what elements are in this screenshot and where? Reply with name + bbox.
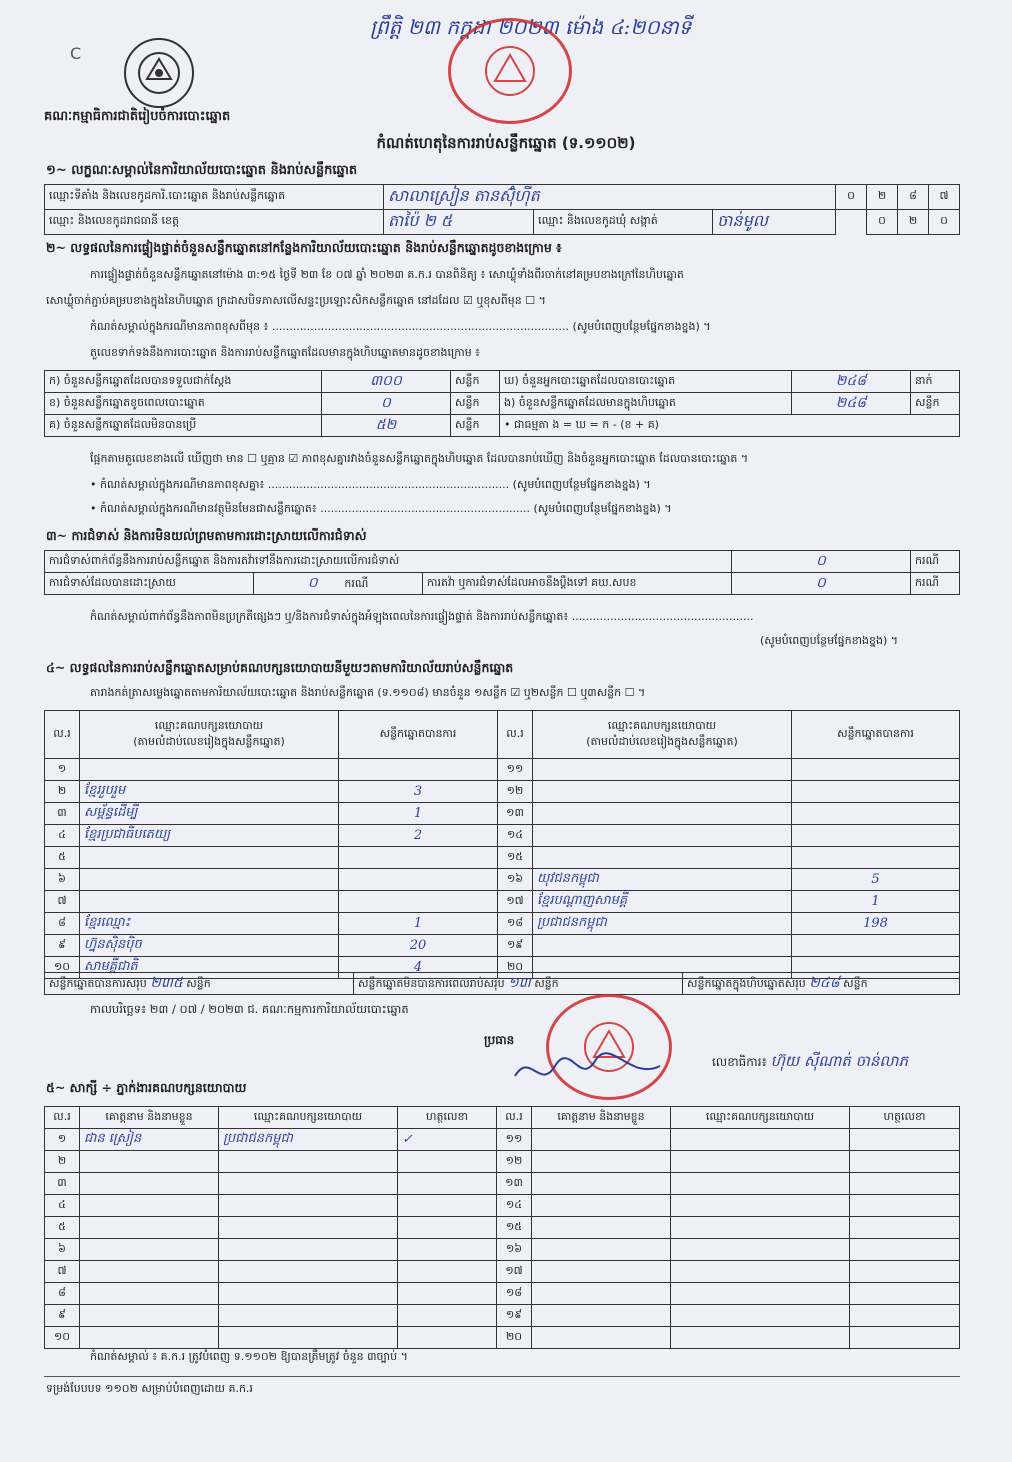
w-col-name-left: គោត្តនាម និងនាមខ្លួន (80, 1107, 219, 1129)
party-row-no: ១៧ (498, 891, 533, 913)
party-row (45, 825, 960, 847)
witness-signature (398, 1217, 497, 1239)
witness-row-no: ១៣ (497, 1173, 532, 1195)
emblem-icon (124, 38, 194, 108)
party-name: សម្ព័ន្ធដើម្បី (80, 803, 339, 825)
witness-row (45, 1217, 960, 1239)
commune-code-3: ០ (929, 210, 960, 235)
party-votes (792, 935, 960, 957)
witness-party (671, 1173, 850, 1195)
figure-label-c: គ) ចំនួនសន្លឹកឆ្នោតដែលមិនបានប្រើ (45, 415, 322, 437)
form-footer: ទម្រង់បែបបទ ១១០២ សម្រាប់បំពេញដោយ គ.ក.រ (46, 1382, 253, 1395)
party-name: សាមគ្គីជាតិ (80, 957, 339, 979)
section1-title: ១~ លក្ខណៈសម្គាល់នៃការិយាល័យបោះឆ្នោត និងរាប់សន្លឹកឆ្នោត (46, 163, 358, 178)
witness-row-no: ១០ (45, 1327, 80, 1349)
party-results-table (44, 710, 960, 979)
w-col-no-left: ល.រ (45, 1107, 80, 1129)
witness-name (80, 1305, 219, 1327)
w-col-sign-right: ហត្ថលេខា (850, 1107, 960, 1129)
foreign-object-note: • កំណត់សម្គាល់ក្នុងករណីមានវត្ថុមិនមែនជាសន្លឹកឆ្នោត៖ ............................................................ (សូមបំពេញបន្ថែមផ្នែកខាងខ្នង) ។ (90, 502, 672, 515)
witness-row-no: ១៩ (497, 1305, 532, 1327)
discrepancy-note: • កំណត់សម្គាល់ក្នុងករណីមានភាពខុសគ្នា៖ ..................................................................... (សូមបំពេញបន្ថែមផ្នែកខាងខ្នង) ។ (90, 478, 651, 491)
party-name: ហ្វ៊ុនស៊ិនប៉ិច (80, 935, 339, 957)
witness-signature (850, 1217, 960, 1239)
witness-name (532, 1151, 671, 1173)
witness-row-no: ៨ (45, 1283, 80, 1305)
party-votes (339, 759, 498, 781)
party-row-no: ៣ (45, 803, 80, 825)
witness-signature (850, 1173, 960, 1195)
witness-row (45, 1195, 960, 1217)
witness-table (44, 1106, 960, 1349)
witness-signature (398, 1261, 497, 1283)
figure-unit-c: សន្លឹក (451, 415, 500, 437)
corner-letter: C (70, 44, 82, 63)
party-row-no: ៨ (45, 913, 80, 935)
verification-paragraph-1: ការផ្ទៀងផ្ទាត់ចំនួនសន្លឹកឆ្នោតនៅម៉ោង ៣:១៥ ថ្ងៃទី ២៣ ខែ ០៧ ឆ្នាំ ២០២៣ គ.ក.រ បានពិនិត្យ ៖ សោឃ្លុំទាំងពីរចាក់នៅគម្របខាងក្រៅនៃហិបឆ្នោត (90, 268, 684, 281)
witness-row (45, 1305, 960, 1327)
witness-signature (850, 1195, 960, 1217)
location-code-4: ៧ (929, 185, 960, 210)
location-code-3: ៨ (898, 185, 929, 210)
party-name (80, 759, 339, 781)
witness-name (532, 1129, 671, 1151)
party-name (80, 847, 339, 869)
witness-signature (850, 1129, 960, 1151)
figure-value-d: ២៤៨ (792, 371, 911, 393)
witness-signature (398, 1239, 497, 1261)
party-name: ខ្មែរឈ្មោះ (80, 913, 339, 935)
party-votes (792, 781, 960, 803)
col-no-left: ល.រ (45, 711, 80, 759)
witness-row-no: ១៦ (497, 1239, 532, 1261)
witness-name (80, 1173, 219, 1195)
col-no-right: ល.រ (498, 711, 533, 759)
commune-code-2: ២ (898, 210, 929, 235)
party-name: យុវជនកម្ពុជា (533, 869, 792, 891)
party-row-no: ១៦ (498, 869, 533, 891)
secretary-block: លេខាធិការ៖ ហ៊ុយ ស៊ីណាត់ ចាន់លាភ (712, 1052, 908, 1070)
party-name: ប្រជាជនកម្ពុជា (533, 913, 792, 935)
province-value: តាប៉ៃ ២ ៥ (384, 210, 534, 235)
party-name (533, 803, 792, 825)
witness-name (80, 1195, 219, 1217)
party-votes: 3 (339, 781, 498, 803)
party-name (533, 935, 792, 957)
witness-row-no: ១៨ (497, 1283, 532, 1305)
w-col-party-left: ឈ្មោះគណបក្សនយោបាយ (219, 1107, 398, 1129)
party-row (45, 759, 960, 781)
witness-row (45, 1239, 960, 1261)
party-row-no: ៦ (45, 869, 80, 891)
witness-party (671, 1327, 850, 1349)
figure-unit-d: នាក់ (911, 371, 960, 393)
section2-title: ២~ លទ្ធផលនៃការផ្ទៀងផ្ទាត់ចំនួនសន្លឹកឆ្នោតនៅកន្លែងការិយាល័យបោះឆ្នោត និងរាប់សន្លឹកឆ្នោតដូចខាងក្រោម ៖ (46, 240, 562, 255)
party-votes: 4 (339, 957, 498, 979)
witness-row (45, 1129, 960, 1151)
witness-signature: ✓ (398, 1129, 497, 1151)
party-row (45, 935, 960, 957)
witness-name (532, 1173, 671, 1195)
party-votes (339, 891, 498, 913)
witness-row (45, 1283, 960, 1305)
witness-signature (398, 1151, 497, 1173)
witness-party (219, 1217, 398, 1239)
complaint-value-1: ០ (732, 551, 911, 573)
party-row-no: ២០ (498, 957, 533, 979)
complaint-unit-3: ករណី (911, 573, 960, 595)
total-valid: សន្លឹកឆ្នោតបានការសរុប ២៣៥ សន្លឹក (45, 973, 354, 995)
tally-sheet-intro: តារាងកត់ត្រាសម្លេងឆ្នោតតាមការិយាល័យបោះឆ្នោត និងរាប់សន្លឹកឆ្នោត (ទ.១១០៨) មានចំនួន ១សន្លឹក ☑ ឬ២សន្លឹក ☐ ឬ៣សន្លឹក ☐ ។ (90, 686, 646, 699)
province-label: ឈ្មោះ និងលេខកូដរាជធានី ខេត្ត (45, 210, 384, 235)
party-row-no: ៧ (45, 891, 80, 913)
col-party-left: ឈ្មោះគណបក្សនយោបាយ (តាមលំដាប់លេខរៀងក្នុងសន្លឹកឆ្នោត) (80, 711, 339, 759)
figure-label-e: ង) ចំនួនសន្លឹកឆ្នោតដែលមានក្នុងហិបឆ្នោត (500, 393, 792, 415)
total-in-box: សន្លឹកឆ្នោតក្នុងហិបឆ្នោតសរុប ២៤៨ សន្លឹក (683, 973, 960, 995)
party-name (533, 781, 792, 803)
witness-row-no: ១២ (497, 1151, 532, 1173)
official-stamp-top (448, 18, 572, 124)
party-name (80, 891, 339, 913)
party-row-no: ១ (45, 759, 80, 781)
witness-name (80, 1151, 219, 1173)
date-line: កាលបរិច្ឆេទ៖ ២៣ / ០៧ / ២០២៣ ជ. គណៈកម្មការការិយាល័យបោះឆ្នោត (90, 1002, 409, 1016)
complaint-value-2: ០ ករណី (254, 573, 423, 595)
party-row-no: ៩ (45, 935, 80, 957)
complaints-table (44, 550, 960, 595)
figure-unit-e: សន្លឹក (911, 393, 960, 415)
witness-signature (850, 1261, 960, 1283)
witness-party (219, 1195, 398, 1217)
witness-name (532, 1283, 671, 1305)
witness-signature (398, 1305, 497, 1327)
party-votes: 5 (792, 869, 960, 891)
form-title: កំណត់ហេតុនៃការរាប់សន្លឹកឆ្នោត (ទ.១១០២) (376, 134, 636, 152)
witness-signature (398, 1173, 497, 1195)
party-votes (792, 803, 960, 825)
witness-row-no: ៩ (45, 1305, 80, 1327)
witness-name (80, 1217, 219, 1239)
witness-name (532, 1261, 671, 1283)
party-name: ខ្មែររួបរួម (80, 781, 339, 803)
w-col-sign-left: ហត្ថលេខា (398, 1107, 497, 1129)
commune-label: ឈ្មោះ និងលេខកូដឃុំ សង្កាត់ (534, 210, 713, 235)
col-party-right: ឈ្មោះគណបក្សនយោបាយ (តាមលំដាប់លេខរៀងក្នុងសន្លឹកឆ្នោត) (533, 711, 792, 759)
party-votes (792, 825, 960, 847)
witness-signature (850, 1327, 960, 1349)
party-name: ខ្មែរប្រជាធិបតេយ្យ (80, 825, 339, 847)
party-votes: 1 (792, 891, 960, 913)
figure-value-e: ២៤៨ (792, 393, 911, 415)
totals-table (44, 972, 960, 995)
section3-title: ៣~ ការជំទាស់ និងការមិនយល់ព្រមតាមការដោះស្រាយលើការជំទាស់ (46, 528, 367, 543)
party-row-no: ១៨ (498, 913, 533, 935)
witness-row-no: ១៥ (497, 1217, 532, 1239)
witness-name (80, 1239, 219, 1261)
witness-party (671, 1283, 850, 1305)
irregularity-note: កំណត់សម្គាល់ពាក់ព័ន្ធនឹងភាពមិនប្រក្រតីផ្សេងៗ ឬ/និងការជំទាស់ក្នុងអំឡុងពេលនៃការផ្ទៀងផ្ទាត់ និងការរាប់សន្លឹកឆ្នោត៖ .................................................... (90, 610, 754, 623)
witness-row-no: ២០ (497, 1327, 532, 1349)
party-row-no: ១០ (45, 957, 80, 979)
witness-row (45, 1261, 960, 1283)
witness-row-no: ៥ (45, 1217, 80, 1239)
commune-code-1: ០ (867, 210, 898, 235)
party-name: ខ្មែរបណ្តាញសាមគ្គី (533, 891, 792, 913)
witness-row-no: ៦ (45, 1239, 80, 1261)
party-votes (339, 869, 498, 891)
witness-row-no: ២ (45, 1151, 80, 1173)
total-invalid: សន្លឹកឆ្នោតមិនបានការពេលរាប់សរុប ១៣ សន្លឹក (354, 973, 683, 995)
witness-party (219, 1261, 398, 1283)
discrepancy-paragraph: ផ្អែកតាមតួលេខខាងលើ ឃើញថា មាន ☐ ឬគ្មាន ☑ ភាពខុសគ្នារវាងចំនួនសន្លឹកឆ្នោតក្នុងហិបឆ្នោត ដែលបានរាប់ឃើញ និងចំនួនអ្នកបោះឆ្នោត ដែលបានបោះឆ្នោត ។ (90, 452, 749, 465)
witness-row (45, 1327, 960, 1349)
figure-label-a: ក) ចំនួនសន្លឹកឆ្នោតដែលបានទទួលជាក់ស្តែង (45, 371, 322, 393)
witness-party (671, 1151, 850, 1173)
location-code-1: ០ (836, 185, 867, 210)
ballot-figures-table (44, 370, 960, 437)
witness-row-no: ៤ (45, 1195, 80, 1217)
location-value: សាលាស្រៀន តានស៊ុំហ៊ីត (384, 185, 836, 210)
chair-label: ប្រធាន (484, 1033, 515, 1047)
party-row-no: ១២ (498, 781, 533, 803)
difference-note: កំណត់សម្គាល់ក្នុងករណីមានភាពខុសពីមុន ៖ ..................................................................................... (សូមបំពេញបន្ថែមផ្នែកខាងខ្នង) ។ (90, 320, 711, 333)
witness-signature (850, 1283, 960, 1305)
witness-name (532, 1239, 671, 1261)
handwritten-receipt-note: ព្រឹត្តិ ២៣ កក្កដា ២០២៣ ម៉ោង ៤:២០នាទី (370, 15, 692, 39)
witness-party (671, 1195, 850, 1217)
witness-name (80, 1261, 219, 1283)
witness-party: ប្រជាជនកម្ពុជា (219, 1129, 398, 1151)
location-code-2: ២ (867, 185, 898, 210)
witness-party (219, 1239, 398, 1261)
party-row (45, 891, 960, 913)
witness-row-no: ១៧ (497, 1261, 532, 1283)
witness-signature (850, 1305, 960, 1327)
witness-party (671, 1261, 850, 1283)
party-row (45, 847, 960, 869)
location-label: ឈ្មោះទីតាំង និងលេខកូដការិ.បោះឆ្នោត និងរាប់សន្លឹកឆ្នោត (45, 185, 384, 210)
section5-title: ៥~ សាក្សី ÷ ភ្នាក់ងារគណបក្សនយោបាយ (46, 1080, 247, 1095)
witness-row (45, 1173, 960, 1195)
witness-row-no: ១ (45, 1129, 80, 1151)
commune-value: ចាន់មូល (713, 210, 836, 235)
party-votes: 198 (792, 913, 960, 935)
witness-row-no: ១១ (497, 1129, 532, 1151)
witness-signature (398, 1327, 497, 1349)
figure-label-b: ខ) ចំនួនសន្លឹកឆ្នោតខូចពេលបោះឆ្នោត (45, 393, 322, 415)
witness-note: កំណត់សម្គាល់ ៖ គ.ក.រ ត្រូវបំពេញ ទ.១១០២ ឱ្យបានត្រឹមត្រូវ ចំនួន ៣ច្បាប់ ។ (90, 1350, 408, 1363)
section4-title: ៤~ លទ្ធផលនៃការរាប់សន្លឹកឆ្នោតសម្រាប់គណបក្សនយោបាយនីមួយៗតាមការិយាល័យរាប់សន្លឹកឆ្នោត (46, 660, 514, 675)
party-votes: 1 (339, 803, 498, 825)
complaint-unit-1: ករណី (911, 551, 960, 573)
party-name (533, 847, 792, 869)
witness-signature (850, 1151, 960, 1173)
party-row-no: ៤ (45, 825, 80, 847)
witness-party (219, 1283, 398, 1305)
agency-name: គណៈកម្មាធិការជាតិរៀបចំការបោះឆ្នោត (44, 109, 231, 124)
col-votes-left: សន្លឹកឆ្នោតបានការ (339, 711, 498, 759)
party-row-no: ១៣ (498, 803, 533, 825)
party-votes: 20 (339, 935, 498, 957)
complaint-label-2: ការជំទាស់ដែលបានដោះស្រាយ (45, 573, 254, 595)
party-row-no: ១១ (498, 759, 533, 781)
witness-name (532, 1217, 671, 1239)
party-row (45, 803, 960, 825)
witness-party (219, 1327, 398, 1349)
witness-signature (398, 1195, 497, 1217)
party-row (45, 913, 960, 935)
party-row-no: ១៥ (498, 847, 533, 869)
witness-signature (398, 1283, 497, 1305)
party-name (533, 825, 792, 847)
party-row-no: ១៤ (498, 825, 533, 847)
figure-value-c: ៥២ (322, 415, 451, 437)
verification-paragraph-2: សោឃ្លុំចាក់ភ្ជាប់គម្របខាងក្នុងនៃហិបឆ្នោត ក្រដាសបិទភាសលើសន្ទះប្រឡោះសិកសន្លឹកឆ្នោត នៅដដែល ☑ ឬខុសពីមុន ☐ ។ (46, 294, 546, 307)
party-votes: 2 (339, 825, 498, 847)
witness-name (532, 1327, 671, 1349)
party-name (533, 759, 792, 781)
w-col-party-right: ឈ្មោះគណបក្សនយោបាយ (671, 1107, 850, 1129)
witness-name (532, 1195, 671, 1217)
party-name (80, 869, 339, 891)
figure-value-a: ៣០០ (322, 371, 451, 393)
witness-party (219, 1305, 398, 1327)
complaint-label-1: ការជំទាស់ពាក់ព័ន្ធនឹងការរាប់សន្លឹកឆ្នោត និងការតវ៉ាទៅនឹងការដោះស្រាយលើការជំទាស់ (45, 551, 732, 573)
complaint-label-3: ការតវ៉ា ឬការជំទាស់ដែលអាចនឹងប្តឹងទៅ គឃ.សបខ (423, 573, 732, 595)
party-votes (792, 759, 960, 781)
witness-signature (850, 1239, 960, 1261)
complaint-value-3: ០ (732, 573, 911, 595)
witness-party (219, 1173, 398, 1195)
figure-unit-a: សន្លឹក (451, 371, 500, 393)
party-row-no: ៥ (45, 847, 80, 869)
figures-intro: តួលេខទាក់ទងនឹងការបោះឆ្នោត និងការរាប់សន្លឹកឆ្នោតដែលមានក្នុងហិបឆ្នោតមានដូចខាងក្រោម ៖ (90, 346, 481, 359)
witness-row-no: ១៤ (497, 1195, 532, 1217)
witness-name (532, 1305, 671, 1327)
party-votes (792, 847, 960, 869)
witness-party (671, 1129, 850, 1151)
witness-row (45, 1151, 960, 1173)
witness-party (671, 1305, 850, 1327)
figure-label-d: ឃ) ចំនួនអ្នកបោះឆ្នោតដែលបានបោះឆ្នោត (500, 371, 792, 393)
irregularity-note-continued: (សូមបំពេញបន្ថែមផ្នែកខាងខ្នង) ។ (760, 634, 899, 647)
location-table (44, 184, 960, 235)
party-row (45, 869, 960, 891)
party-votes (339, 847, 498, 869)
party-row-no: ១៩ (498, 935, 533, 957)
figure-value-b: ០ (322, 393, 451, 415)
party-row (45, 781, 960, 803)
witness-row-no: ៧ (45, 1261, 80, 1283)
formula-note: • ជាធម្មតា ង = ឃ = ក - (ខ + គ) (500, 415, 960, 437)
witness-name: ជាន ស្រៀន (80, 1129, 219, 1151)
witness-name (80, 1327, 219, 1349)
w-col-no-right: ល.រ (497, 1107, 532, 1129)
col-votes-right: សន្លឹកឆ្នោតបានការ (792, 711, 960, 759)
witness-name (80, 1283, 219, 1305)
witness-row-no: ៣ (45, 1173, 80, 1195)
w-col-name-right: គោត្តនាម និងនាមខ្លួន (532, 1107, 671, 1129)
witness-party (671, 1239, 850, 1261)
party-votes: 1 (339, 913, 498, 935)
figure-unit-b: សន្លឹក (451, 393, 500, 415)
chair-signature (510, 1046, 670, 1099)
witness-party (671, 1217, 850, 1239)
party-row-no: ២ (45, 781, 80, 803)
witness-party (219, 1151, 398, 1173)
